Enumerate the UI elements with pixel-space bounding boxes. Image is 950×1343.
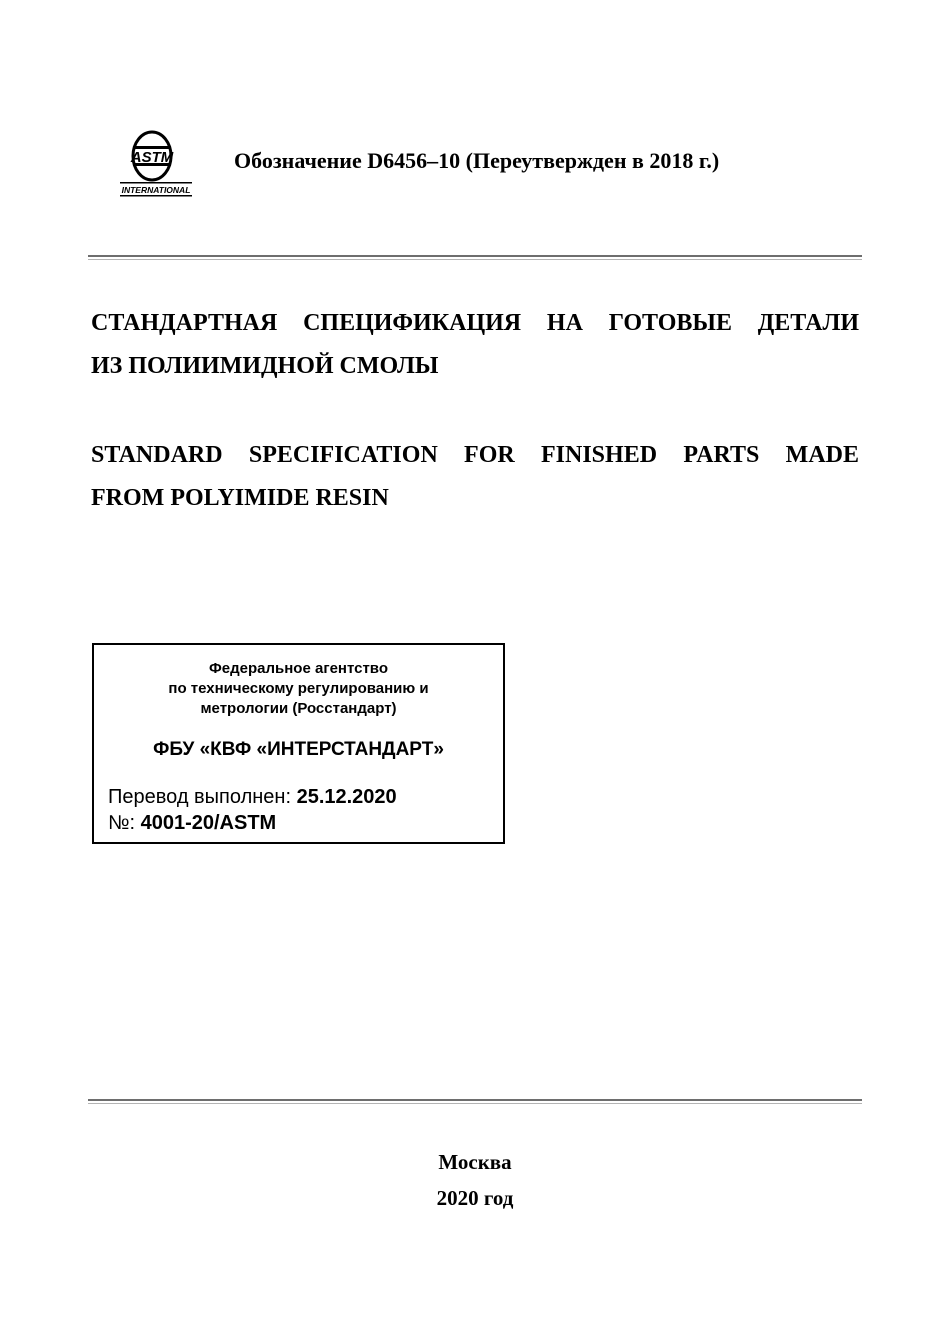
logo-text: ASTM xyxy=(130,149,174,166)
astm-logo xyxy=(112,126,198,198)
organization-name: ФБУ «КВФ «ИНТЕРСТАНДАРТ» xyxy=(153,739,444,760)
translation-number-line xyxy=(108,812,276,835)
title-russian-line2: ИЗ ПОЛИИМИДНОЙ СМОЛЫ xyxy=(91,353,439,379)
agency-line1: Федеральное агентство xyxy=(208,660,388,677)
agency-line2: по техническому регулированию и xyxy=(168,680,429,697)
translation-number-label: №: xyxy=(108,812,136,834)
agency-name xyxy=(94,659,503,719)
translation-date-label: Перевод выполнен: xyxy=(108,786,292,808)
translation-stamp xyxy=(92,643,505,844)
standard-designation: Обозначение D6456–10 (Переутвержден в 2018 г.) xyxy=(234,148,720,173)
publication-city: Москва xyxy=(438,1150,512,1174)
title-russian xyxy=(91,302,859,388)
translation-date-line xyxy=(108,786,397,809)
bottom-divider xyxy=(88,1099,862,1101)
top-divider xyxy=(88,255,862,257)
logo-subtext: INTERNATIONAL xyxy=(121,185,191,195)
title-english-line1: STANDARD SPECIFICATION FOR FINISHED PARTS MADE xyxy=(91,442,859,468)
title-russian-line1: СТАНДАРТНАЯ СПЕЦИФИКАЦИЯ НА ГОТОВЫЕ ДЕТАЛИ xyxy=(91,310,859,336)
title-english-line2: FROM POLYIMIDE RESIN xyxy=(91,485,389,511)
publication-year: 2020 год xyxy=(436,1186,514,1210)
title-english xyxy=(91,434,859,520)
agency-line3: метрологии (Росстандарт) xyxy=(200,700,397,717)
translation-date: 25.12.2020 xyxy=(296,786,397,808)
translation-number: 4001-20/ASTM xyxy=(140,812,277,834)
